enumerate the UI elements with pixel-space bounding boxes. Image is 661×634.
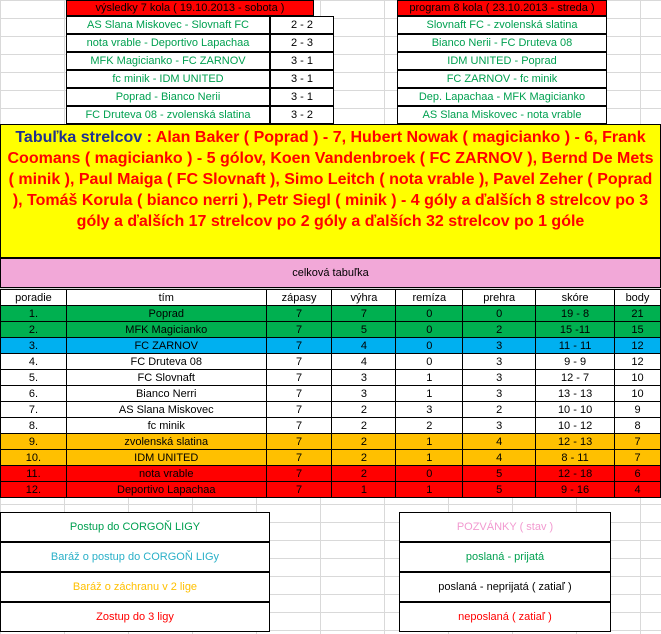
cell-won: 2 [332,466,396,482]
cell-draw: 0 [396,466,463,482]
cell-played: 7 [266,322,332,338]
cell-rank: 12. [1,482,67,498]
result-score: 3 - 1 [270,70,334,88]
cell-draw: 2 [396,418,463,434]
cell-won: 5 [332,322,396,338]
cell-won: 2 [332,402,396,418]
cell-rank: 10. [1,450,67,466]
cell-draw: 0 [396,338,463,354]
cell-points: 4 [615,482,661,498]
table-row [1,354,661,370]
cell-won: 2 [332,450,396,466]
standings-table [0,289,661,498]
cell-won: 2 [332,418,396,434]
result-score: 3 - 1 [270,88,334,106]
cell-score: 12 - 13 [536,434,615,450]
cell-team: MFK Magicianko [66,322,266,338]
cell-played: 7 [266,338,332,354]
cell-score: 13 - 13 [536,386,615,402]
cell-rank: 4. [1,354,67,370]
scorers-text: : Alan Baker ( Poprad ) - 7, Hubert Nowak ( magicianko ) - 6, Frank Coomans ( magicianko ) - 5 gólov, Koen Vandenbroek ( FC ZARNOV ), Bernd De Mets ( minik ), Paul Maiga ( FC Slovnaft ), Simo Leitch ( nota vrable ), Pavel Zeher ( Poprad ), Tomáš Korula ( bianco nerri ), Petr Siegl ( minik ) - 4 góly a ďalších 8 strelcov po 3 góly a ďalších 17 strelcov po 2 góly a ďalších 32 strelcov po 1 góle [7,129,654,230]
invites-not-sent-text: neposlaná ( zatiaľ ) [458,611,552,623]
invites-title [399,512,611,542]
cell-rank: 9. [1,434,67,450]
cell-score: 12 - 7 [536,370,615,386]
col-rank: poradie [1,290,67,306]
cell-score: 8 - 11 [536,450,615,466]
program-match: Bianco Nerii - FC Druteva 08 [397,34,607,52]
cell-lost: 3 [463,354,536,370]
standings-header-row [1,290,661,306]
cell-points: 10 [615,386,661,402]
cell-lost: 0 [463,306,536,322]
cell-team: FC Slovnaft [66,370,266,386]
table-row [1,338,661,354]
cell-lost: 3 [463,418,536,434]
standings-title-text: celková tabuľka [292,267,369,279]
scorers-title: Tabuľka strelcov [15,129,143,146]
standings-title [0,258,661,288]
result-score: 2 - 3 [270,34,334,52]
program-match: Slovnaft FC - zvolenská slatina [397,16,607,34]
cell-won: 4 [332,354,396,370]
result-score: 2 - 2 [270,16,334,34]
table-row [1,418,661,434]
invites-sent-accepted [399,542,611,572]
invites-title-text: POZVÁNKY ( stav ) [456,521,554,533]
cell-score: 10 - 10 [536,402,615,418]
cell-played: 7 [266,434,332,450]
cell-points: 21 [615,306,661,322]
cell-draw: 1 [396,482,463,498]
cell-points: 7 [615,434,661,450]
cell-score: 15 -11 [536,322,615,338]
table-row [1,402,661,418]
result-match: FC Druteva 08 - zvolenská slatina [66,106,270,124]
cell-draw: 1 [396,386,463,402]
result-score: 3 - 2 [270,106,334,124]
cell-score: 9 - 16 [536,482,615,498]
invites-sent-accepted-text: poslaná - prijatá [465,551,545,563]
cell-lost: 4 [463,434,536,450]
cell-lost: 5 [463,482,536,498]
cell-played: 7 [266,386,332,402]
cell-points: 12 [615,354,661,370]
program-match: FC ZARNOV - fc minik [397,70,607,88]
cell-rank: 1. [1,306,67,322]
table-row [1,482,661,498]
result-match: nota vrable - Deportivo Lapachaa [66,34,270,52]
cell-played: 7 [266,402,332,418]
col-points: body [615,290,661,306]
program-header: program 8 kola ( 23.10.2013 - streda ) [397,0,607,16]
legend-relegation-playoff [0,572,270,602]
cell-lost: 4 [463,450,536,466]
col-draw: remíza [396,290,463,306]
cell-played: 7 [266,306,332,322]
cell-draw: 0 [396,322,463,338]
col-score: skóre [536,290,615,306]
cell-team: AS Slana Miskovec [66,402,266,418]
result-score: 3 - 1 [270,52,334,70]
cell-score: 12 - 18 [536,466,615,482]
cell-team: FC Druteva 08 [66,354,266,370]
table-row [1,370,661,386]
cell-points: 15 [615,322,661,338]
cell-draw: 1 [396,450,463,466]
col-lost: prehra [463,290,536,306]
cell-lost: 5 [463,466,536,482]
cell-team: FC ZARNOV [66,338,266,354]
cell-played: 7 [266,370,332,386]
cell-team: fc minik [66,418,266,434]
cell-score: 10 - 12 [536,418,615,434]
result-match: MFK Magicianko - FC ZARNOV [66,52,270,70]
table-row [1,450,661,466]
table-row [1,386,661,402]
cell-lost: 2 [463,402,536,418]
col-played: zápasy [266,290,332,306]
cell-rank: 5. [1,370,67,386]
scorers-banner [0,124,661,258]
result-match: Poprad - Bianco Nerii [66,88,270,106]
cell-rank: 8. [1,418,67,434]
cell-played: 7 [266,466,332,482]
legend-relegation [0,602,270,632]
cell-points: 8 [615,418,661,434]
cell-points: 7 [615,450,661,466]
legend-promotion-playoff-text: Baráž o postup do CORGOŇ LIGy [50,551,220,563]
cell-rank: 6. [1,386,67,402]
cell-lost: 3 [463,338,536,354]
col-won: výhra [332,290,396,306]
legend-relegation-text: Zostup do 3 ligy [96,611,174,623]
cell-played: 7 [266,418,332,434]
cell-team: IDM UNITED [66,450,266,466]
cell-played: 7 [266,482,332,498]
legend-relegation-playoff-text: Baráž o záchranu v 2 lige [72,581,198,593]
cell-score: 9 - 9 [536,354,615,370]
cell-played: 7 [266,354,332,370]
cell-score: 11 - 11 [536,338,615,354]
cell-won: 4 [332,338,396,354]
cell-score: 19 - 8 [536,306,615,322]
cell-won: 3 [332,386,396,402]
cell-team: nota vrable [66,466,266,482]
cell-rank: 3. [1,338,67,354]
cell-rank: 11. [1,466,67,482]
table-row [1,306,661,322]
cell-won: 1 [332,482,396,498]
program-match: IDM UNITED - Poprad [397,52,607,70]
table-row [1,466,661,482]
invites-sent-not-accepted-text: poslaná - neprijatá ( zatiaľ ) [438,581,572,593]
cell-rank: 2. [1,322,67,338]
cell-draw: 1 [396,434,463,450]
cell-team: Bianco Nerri [66,386,266,402]
cell-draw: 3 [396,402,463,418]
legend-promotion [0,512,270,542]
cell-lost: 2 [463,322,536,338]
cell-played: 7 [266,450,332,466]
table-row [1,434,661,450]
cell-rank: 7. [1,402,67,418]
cell-won: 2 [332,434,396,450]
cell-draw: 0 [396,306,463,322]
results-header: výsledky 7 kola ( 19.10.2013 - sobota ) [66,0,314,16]
result-match: AS Slana Miskovec - Slovnaft FC [66,16,270,34]
cell-team: Deportivo Lapachaa [66,482,266,498]
legend-promotion-text: Postup do CORGOŇ LIGY [69,521,201,533]
legend-promotion-playoff [0,542,270,572]
invites-not-sent [399,602,611,632]
cell-points: 12 [615,338,661,354]
program-match: Dep. Lapachaa - MFK Magicianko [397,88,607,106]
cell-draw: 1 [396,370,463,386]
cell-won: 7 [332,306,396,322]
cell-points: 6 [615,466,661,482]
cell-team: Poprad [66,306,266,322]
result-match: fc minik - IDM UNITED [66,70,270,88]
invites-sent-not-accepted [399,572,611,602]
cell-points: 10 [615,370,661,386]
cell-lost: 3 [463,386,536,402]
cell-team: zvolenská slatina [66,434,266,450]
table-row [1,322,661,338]
cell-points: 9 [615,402,661,418]
cell-won: 3 [332,370,396,386]
col-team: tím [66,290,266,306]
cell-draw: 0 [396,354,463,370]
program-match: AS Slana Miskovec - nota vrable [397,106,607,124]
cell-lost: 3 [463,370,536,386]
